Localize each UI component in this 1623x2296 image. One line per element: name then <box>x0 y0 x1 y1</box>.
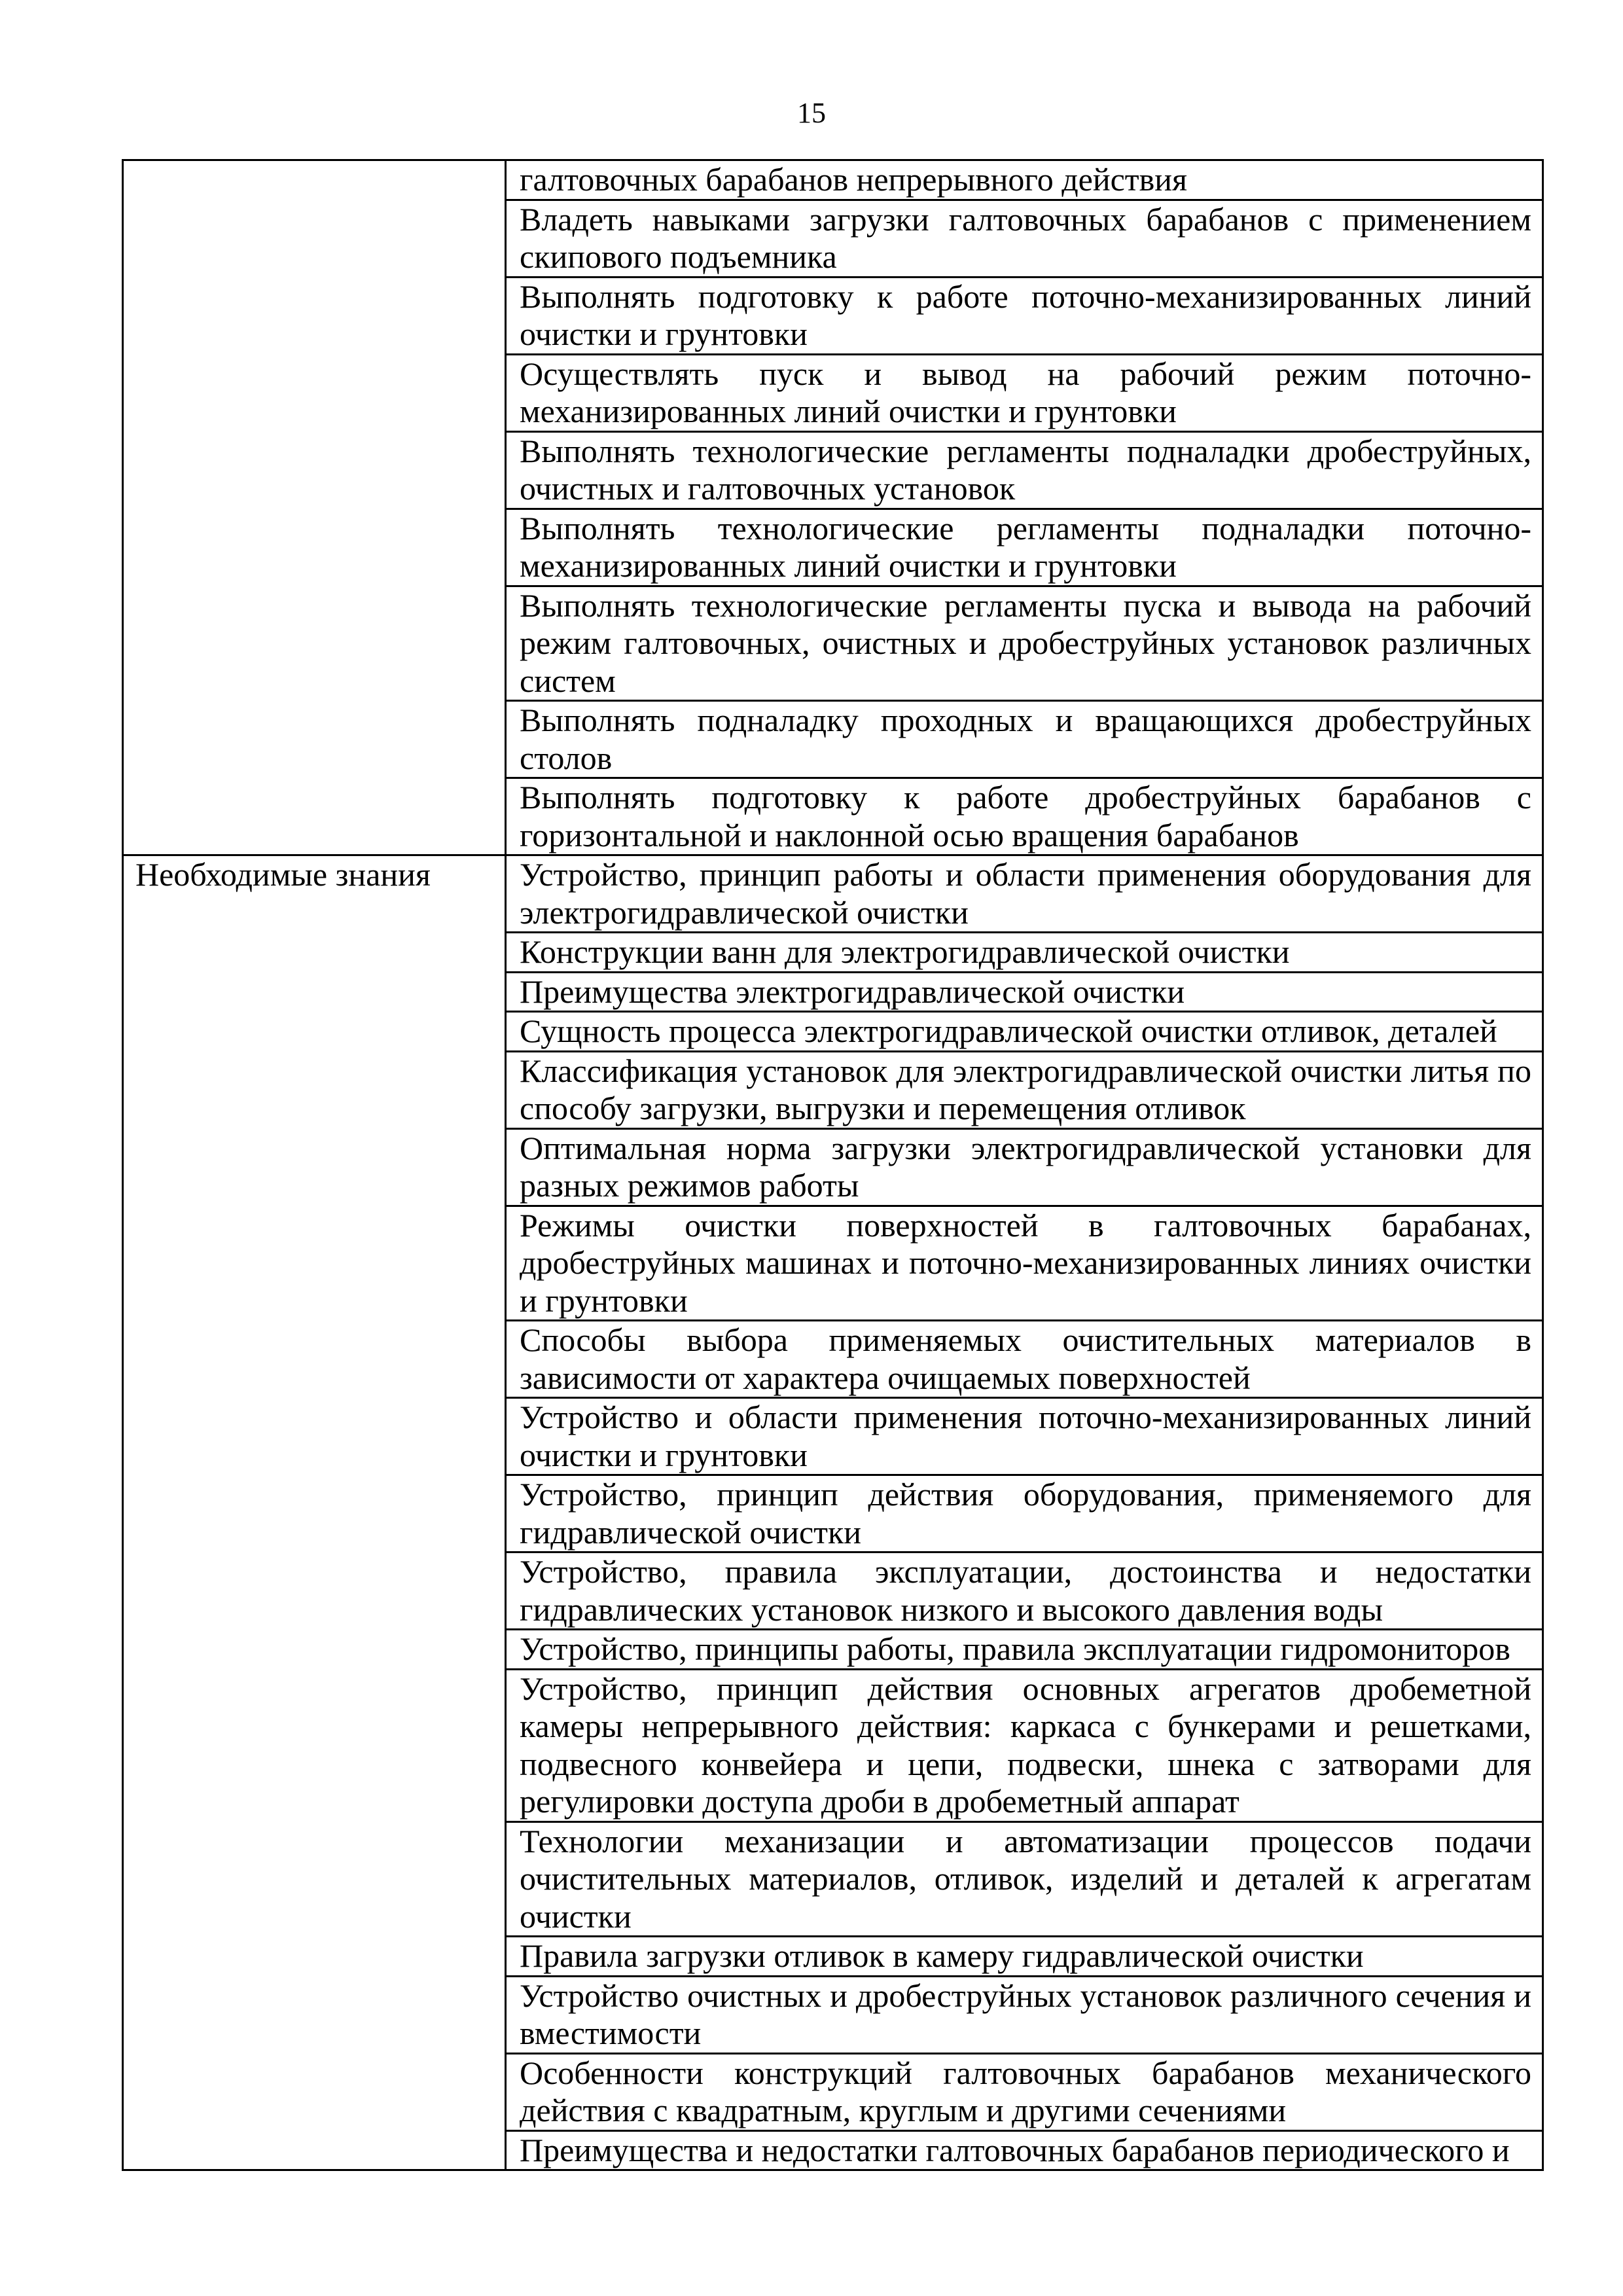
table-cell: Устройство, принцип действия оборудования, применяемого для гидравлической очистки <box>506 1475 1543 1552</box>
table-cell: Оптимальная норма загрузки электрогидравлической установки для разных режимов работы <box>506 1128 1543 1206</box>
section-label-cell <box>123 160 506 855</box>
table-cell: Выполнять технологические регламенты подналадки поточно-механизированных линий очистки и грунтовки <box>506 509 1543 586</box>
section-label-cell: Необходимые знания <box>123 855 506 2170</box>
table-cell: Выполнять подготовку к работе поточно-механизированных линий очистки и грунтовки <box>506 277 1543 354</box>
table-cell: Конструкции ванн для электрогидравлической очистки <box>506 933 1543 973</box>
table-cell: Выполнять технологические регламенты пуска и вывода на рабочий режим галтовочных, очистных и дробеструйных установок различных систем <box>506 586 1543 701</box>
table-cell: Преимущества электрогидравлической очистки <box>506 972 1543 1012</box>
table-cell: галтовочных барабанов непрерывного действия <box>506 160 1543 200</box>
table-cell: Устройство и области применения поточно-механизированных линий очистки и грунтовки <box>506 1398 1543 1475</box>
table-cell: Устройство, принцип действия основных агрегатов дробеметной камеры непрерывного действия: каркаса с бункерами и решетками, подвесного конвейера и цепи, подвески, шнека с затворами для регулировки доступа дроби в дробеметный аппарат <box>506 1669 1543 1821</box>
table-cell: Правила загрузки отливок в камеру гидравлической очистки <box>506 1937 1543 1977</box>
table-cell: Сущность процесса электрогидравлической очистки отливок, деталей <box>506 1012 1543 1052</box>
page-number: 15 <box>797 97 826 129</box>
table-cell: Устройство, принцип работы и области применения оборудования для электрогидравлической очистки <box>506 855 1543 933</box>
table-cell: Способы выбора применяемых очистительных материалов в зависимости от характера очищаемых поверхностей <box>506 1321 1543 1398</box>
table-cell: Осуществлять пуск и вывод на рабочий режим поточно-механизированных линий очистки и грунтовки <box>506 354 1543 431</box>
competency-table <box>122 159 1544 2171</box>
table-cell: Устройство очистных и дробеструйных установок различного сечения и вместимости <box>506 1976 1543 2053</box>
table-cell: Устройство, правила эксплуатации, достоинства и недостатки гидравлических установок низкого и высокого давления воды <box>506 1552 1543 1630</box>
table-row <box>123 855 1543 933</box>
table-cell: Устройство, принципы работы, правила эксплуатации гидромониторов <box>506 1630 1543 1670</box>
table-cell: Режимы очистки поверхностей в галтовочных барабанах, дробеструйных машинах и поточно-механизированных линиях очистки и грунтовки <box>506 1206 1543 1321</box>
table-cell: Преимущества и недостатки галтовочных барабанов периодического и <box>506 2130 1543 2170</box>
table-cell: Выполнять подготовку к работе дробеструйных барабанов с горизонтальной и наклонной осью вращения барабанов <box>506 778 1543 855</box>
table-cell: Особенности конструкций галтовочных барабанов механического действия с квадратным, круглым и другими сечениями <box>506 2053 1543 2130</box>
table-cell: Выполнять технологические регламенты подналадки дробеструйных, очистных и галтовочных установок <box>506 431 1543 509</box>
table-row <box>123 160 1543 200</box>
table-cell: Классификация установок для электрогидравлической очистки литья по способу загрузки, выгрузки и перемещения отливок <box>506 1051 1543 1128</box>
table-cell: Выполнять подналадку проходных и вращающихся дробеструйных столов <box>506 701 1543 778</box>
table-cell: Владеть навыками загрузки галтовочных барабанов с применением скипового подъемника <box>506 200 1543 277</box>
table-cell: Технологии механизации и автоматизации процессов подачи очистительных материалов, отливок, изделий и деталей к агрегатам очистки <box>506 1821 1543 1937</box>
